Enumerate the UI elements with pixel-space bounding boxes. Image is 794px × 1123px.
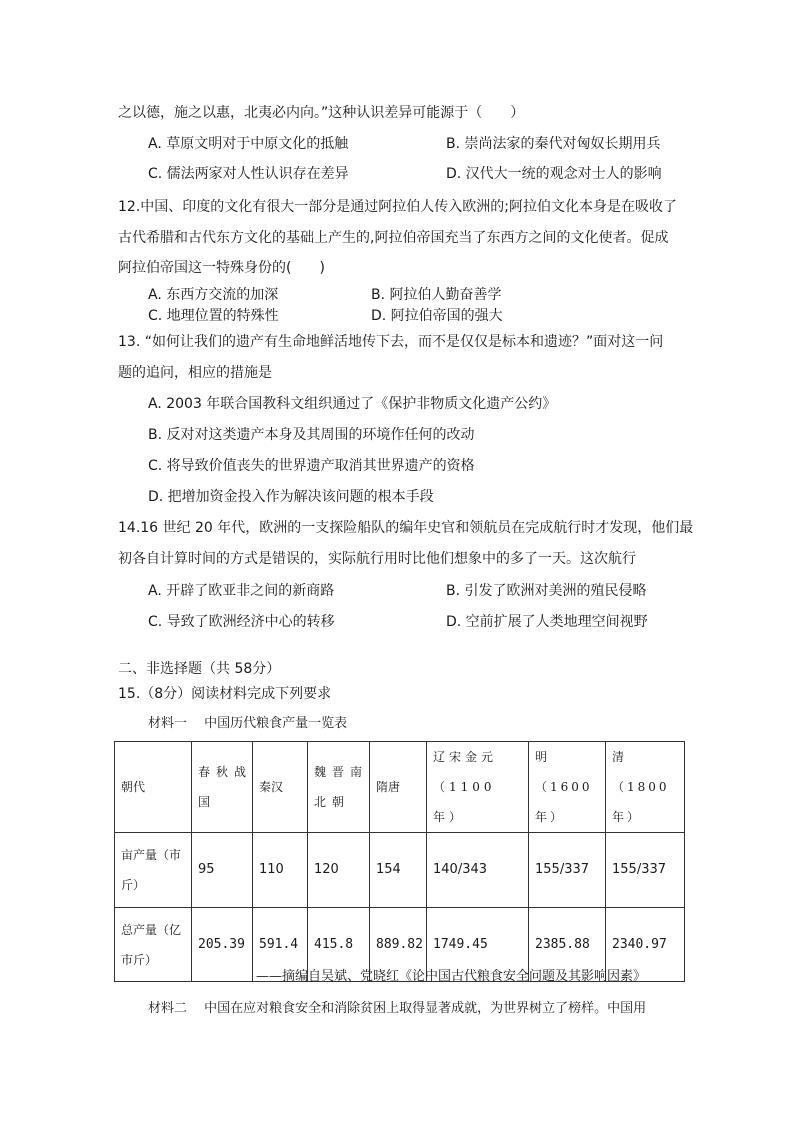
header-cell-qinhan: 秦汉 <box>253 742 308 833</box>
header-cell-chunqiu: 春秋战国 <box>192 742 253 833</box>
q13-stem-line2: 题的追问，相应的措施是 <box>118 365 272 381</box>
table-cell: 2340.97 <box>606 908 685 982</box>
q14-option-d: D. 空前扩展了人类地理空间视野 <box>446 614 648 630</box>
table-row <box>115 833 685 908</box>
q14-stem-line1: 14.16 世纪 20 年代，欧洲的一支探险船队的编年史官和领航员在完成航行时才发现，他们最 <box>118 520 694 536</box>
q11-option-b: B. 崇尚法家的秦代对匈奴长期用兵 <box>446 136 661 152</box>
table-cell: 2385.88 <box>529 908 606 982</box>
header-cell-suitang: 隋唐 <box>370 742 427 833</box>
material1-caption: 材料一 中国历代粮食产量一览表 <box>148 716 348 731</box>
section-heading: 二、非选择题（共 58分） <box>118 661 281 677</box>
table-cell: 591.4 <box>253 908 308 982</box>
q12-option-d: D. 阿拉伯帝国的强大 <box>371 308 503 324</box>
q14-option-b: B. 引发了欧洲对美洲的殖民侵略 <box>446 583 647 599</box>
q12-stem-line2: 古代希腊和古代东方文化的基础上产生的,阿拉伯帝国充当了东西方之间的文化使者。促成 <box>118 230 669 246</box>
table-cell: 155/337 <box>606 833 685 908</box>
q13-option-b: B. 反对对这类遗产本身及其周围的环境作任何的改动 <box>148 427 475 443</box>
table-cell: 110 <box>253 833 308 908</box>
material1-source: ——摘编自吴斌、党晓红《论中国古代粮食安全问题及其影响因素》 <box>256 969 647 984</box>
table-cell: 95 <box>192 833 253 908</box>
q13-option-d: D. 把增加资金投入作为解决该问题的根本手段 <box>148 489 434 505</box>
q13-option-a: A. 2003 年联合国教科文组织通过了《保护非物质文化遗产公约》 <box>148 396 557 412</box>
q14-option-c: C. 导致了欧洲经济中心的转移 <box>148 614 335 630</box>
row-label-total: 总产量（亿市斤） <box>115 908 192 982</box>
table-cell: 154 <box>370 833 427 908</box>
q13-option-c: C. 将导致价值丧失的世界遗产取消其世界遗产的资格 <box>148 458 475 474</box>
q14-option-a: A. 开辟了欧亚非之间的新商路 <box>148 583 335 599</box>
table-cell: 889.82 <box>370 908 427 982</box>
q14-stem-line2: 初各自计算时间的方式是错误的，实际航行用时比他们想象中的多了一天。这次航行 <box>118 551 636 567</box>
table-cell: 1749.45 <box>427 908 529 982</box>
q11-option-c: C. 儒法两家对人性认识存在差异 <box>148 166 349 182</box>
header-cell-liaosong: 辽宋金元（1100 年） <box>427 742 529 833</box>
q12-stem-line1: 12.中国、印度的文化有很大一部分是通过阿拉伯人传入欧洲的;阿拉伯文化本身是在吸收了 <box>118 199 677 215</box>
header-cell-qing: 清（1800 年） <box>606 742 685 833</box>
grain-production-table <box>114 741 685 982</box>
q12-option-b: B. 阿拉伯人勤奋善学 <box>371 287 502 303</box>
table-cell: 155/337 <box>529 833 606 908</box>
row-label-yield: 亩产量（市斤） <box>115 833 192 908</box>
material2-text: 材料二 中国在应对粮食安全和消除贫困上取得显著成就，为世界树立了榜样。中国用 <box>148 1001 647 1016</box>
table-cell: 205.39 <box>192 908 253 982</box>
table-cell: 120 <box>308 833 370 908</box>
q15-title: 15.（8分）阅读材料完成下列要求 <box>118 686 332 702</box>
table-header-row <box>115 742 685 833</box>
header-cell-dynasty: 朝代 <box>115 742 192 833</box>
q12-stem-line3: 阿拉伯帝国这一特殊身份的( ) <box>118 260 325 276</box>
q11-option-a: A. 草原文明对于中原文化的抵触 <box>148 136 349 152</box>
header-cell-weijin: 魏晋南北朝 <box>308 742 370 833</box>
q13-stem-line1: 13. “如何让我们的遗产有生命地鲜活地传下去，而不是仅仅是标本和遗迹？”面对这一问 <box>118 334 664 350</box>
table-cell: 140/343 <box>427 833 529 908</box>
q11-option-d: D. 汉代大一统的观念对士人的影响 <box>446 166 662 182</box>
table-cell: 415.8 <box>308 908 370 982</box>
q12-option-a: A. 东西方交流的加深 <box>148 287 279 303</box>
header-cell-ming: 明（1600 年） <box>529 742 606 833</box>
q11-stem-continued: 之以德，施之以惠，北夷必内向。”这种认识差异可能源于（ ） <box>118 105 525 121</box>
q12-option-c: C. 地理位置的特殊性 <box>148 308 279 324</box>
